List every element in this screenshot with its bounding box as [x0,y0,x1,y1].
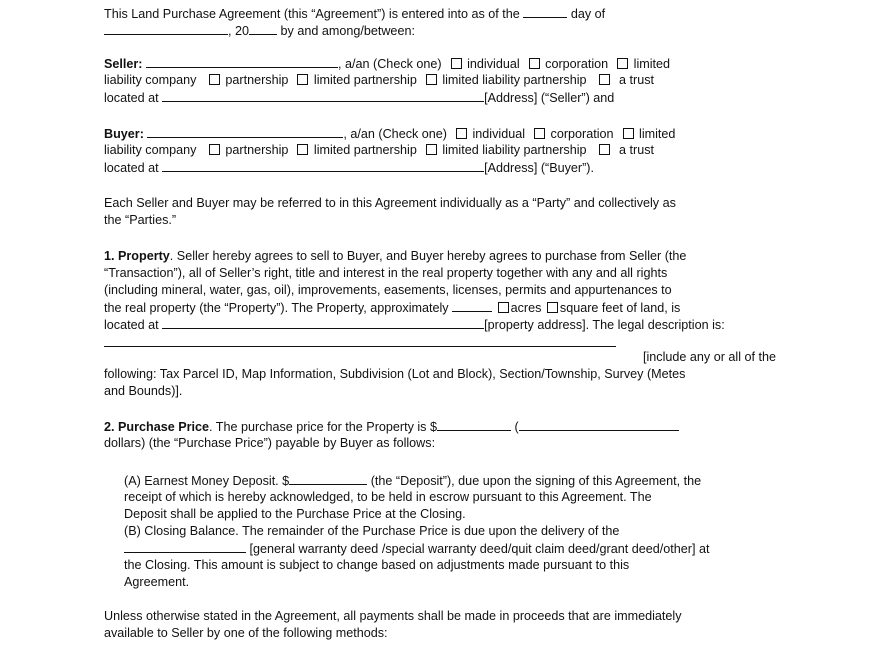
property-line-7: [include any or all of the [642,350,776,364]
lp-label: limited partnership [313,73,417,87]
seller-label: Seller: [104,57,143,71]
deposit-line-1: (A) Earnest Money Deposit. $ [124,474,290,488]
buyer-corporation-checkbox[interactable] [534,128,545,139]
property-heading: 1. Property [104,249,170,263]
corporation-label: corporation [545,57,609,71]
trust-label: a trust [619,143,655,157]
price-line-1: . The purchase price for the Property is $ [209,420,437,434]
check-one-text: , a/an (Check one) [343,127,447,141]
property-located-at: located at [104,318,159,332]
price-section [104,418,776,452]
intro-paragraph [104,5,776,39]
individual-label: individual [467,57,520,71]
located-at-label: located at [104,91,159,105]
property-line-4: the real property (the “Property”). The Property, approximately [104,301,449,315]
buyer-llp-checkbox[interactable] [426,144,437,155]
seller-partnership-checkbox[interactable] [209,74,220,85]
deposit-line-3: Deposit shall be applied to the Purchase Price at the Closing. [124,507,466,521]
buyer-partnership-checkbox[interactable] [209,144,220,155]
check-one-text: , a/an (Check one) [338,57,442,71]
intro-among-text: by and among/between: [280,24,415,38]
seller-lp-checkbox[interactable] [297,74,308,85]
deposit-line-7: Agreement. [124,575,190,589]
llc-label: liability company [104,73,197,87]
deposit-line-6: the Closing. This amount is subject to change based on adjustments made pursuant to this [124,558,630,572]
price-line-2: dollars) (the “Purchase Price”) payable by Buyer as follows: [104,436,436,450]
property-line-1: . Seller hereby agrees to sell to Buyer, and Buyer hereby agrees to purchase from Seller (the [169,249,687,263]
price-paren: ( [514,420,519,434]
limited-label: limited [633,57,671,71]
buyer-name-blank[interactable] [147,125,343,138]
day-blank[interactable] [523,5,567,18]
intro-text: This Land Purchase Agreement (this “Agreement”) is entered into as of the [104,7,520,21]
property-line-9: and Bounds)]. [104,384,183,398]
trust-label: a trust [619,73,655,87]
property-section [104,248,776,333]
buyer-trust-checkbox[interactable] [599,144,610,155]
seller-corporation-checkbox[interactable] [529,58,540,69]
llp-label: limited liability partnership [442,143,587,157]
llc-label: liability company [104,143,197,157]
acreage-blank[interactable] [452,299,492,312]
payments-line-2: available to Seller by one of the following methods: [104,626,388,640]
buyer-address-blank[interactable] [162,159,484,172]
intro-day-text: day of [570,7,606,21]
limited-label: limited [639,127,676,141]
individual-label: individual [472,127,526,141]
lp-label: limited partnership [313,143,417,157]
seller-section [104,55,776,106]
buyer-individual-checkbox[interactable] [456,128,467,139]
year-blank[interactable] [249,22,277,35]
partnership-label: partnership [225,143,289,157]
deposit-line-4: (B) Closing Balance. The remainder of the Purchase Price is due upon the delivery of the [124,524,620,538]
parties-line-2: the “Parties.” [104,213,177,227]
seller-llp-checkbox[interactable] [426,74,437,85]
seller-address-blank[interactable] [162,89,484,102]
acres-checkbox[interactable] [498,302,509,313]
property-line-2: “Transaction”), all of Seller’s right, title and interest in the real property together with any and all rights [104,266,668,280]
located-at-label: located at [104,161,159,175]
property-line-3: (including mineral, water, gas, oil), improvements, easements, licenses, permits and appurtenances to [104,283,672,297]
seller-name-blank[interactable] [146,55,338,68]
legal-description-label: [property address]. The legal description is: [484,318,725,332]
llp-label: limited liability partnership [442,73,587,87]
month-blank[interactable] [104,22,228,35]
buyer-label: Buyer: [104,127,144,141]
property-section-cont [104,349,776,400]
price-words-blank[interactable] [519,418,679,431]
parties-paragraph [104,195,776,229]
parties-line-1: Each Seller and Buyer may be referred to in this Agreement individually as a “Party” and collectively as [104,196,676,210]
intro-year-text: , 20 [228,24,250,38]
price-heading: 2. Purchase Price [104,420,210,434]
partnership-label: partnership [225,73,289,87]
deposit-amount-blank[interactable] [289,472,367,485]
deposit-line-2: receipt of which is hereby acknowledged, to be held in escrow pursuant to this Agreement. The [124,490,652,504]
price-amount-blank[interactable] [437,418,511,431]
property-line-8: following: Tax Parcel ID, Map Information, Subdivision (Lot and Block), Section/Township, Survey (Metes [104,367,686,381]
buyer-address-suffix: [Address] (“Buyer”). [484,161,594,175]
deposit-line-1b: (the “Deposit”), due upon the signing of this Agreement, the [370,474,702,488]
square-feet-label: square feet of land, is [559,301,681,315]
payments-paragraph [104,608,776,642]
property-address-blank[interactable] [162,316,484,329]
deed-type-blank[interactable] [124,540,246,553]
buyer-section [104,125,776,176]
buyer-lp-checkbox[interactable] [297,144,308,155]
square-feet-checkbox[interactable] [547,302,558,313]
corporation-label: corporation [550,127,614,141]
deposit-line-5: [general warranty deed /special warranty deed/quit claim deed/grant deed/other] at [249,542,710,556]
acres-label: acres [510,301,542,315]
buyer-llc-checkbox[interactable] [623,128,634,139]
seller-address-suffix: [Address] (“Seller”) and [484,91,615,105]
payments-line-1: Unless otherwise stated in the Agreement, all payments shall be made in proceeds that are immediately [104,609,682,623]
seller-individual-checkbox[interactable] [451,58,462,69]
seller-trust-checkbox[interactable] [599,74,610,85]
legal-description-blank[interactable] [104,346,616,347]
seller-llc-checkbox[interactable] [617,58,628,69]
deposit-section [124,472,776,591]
